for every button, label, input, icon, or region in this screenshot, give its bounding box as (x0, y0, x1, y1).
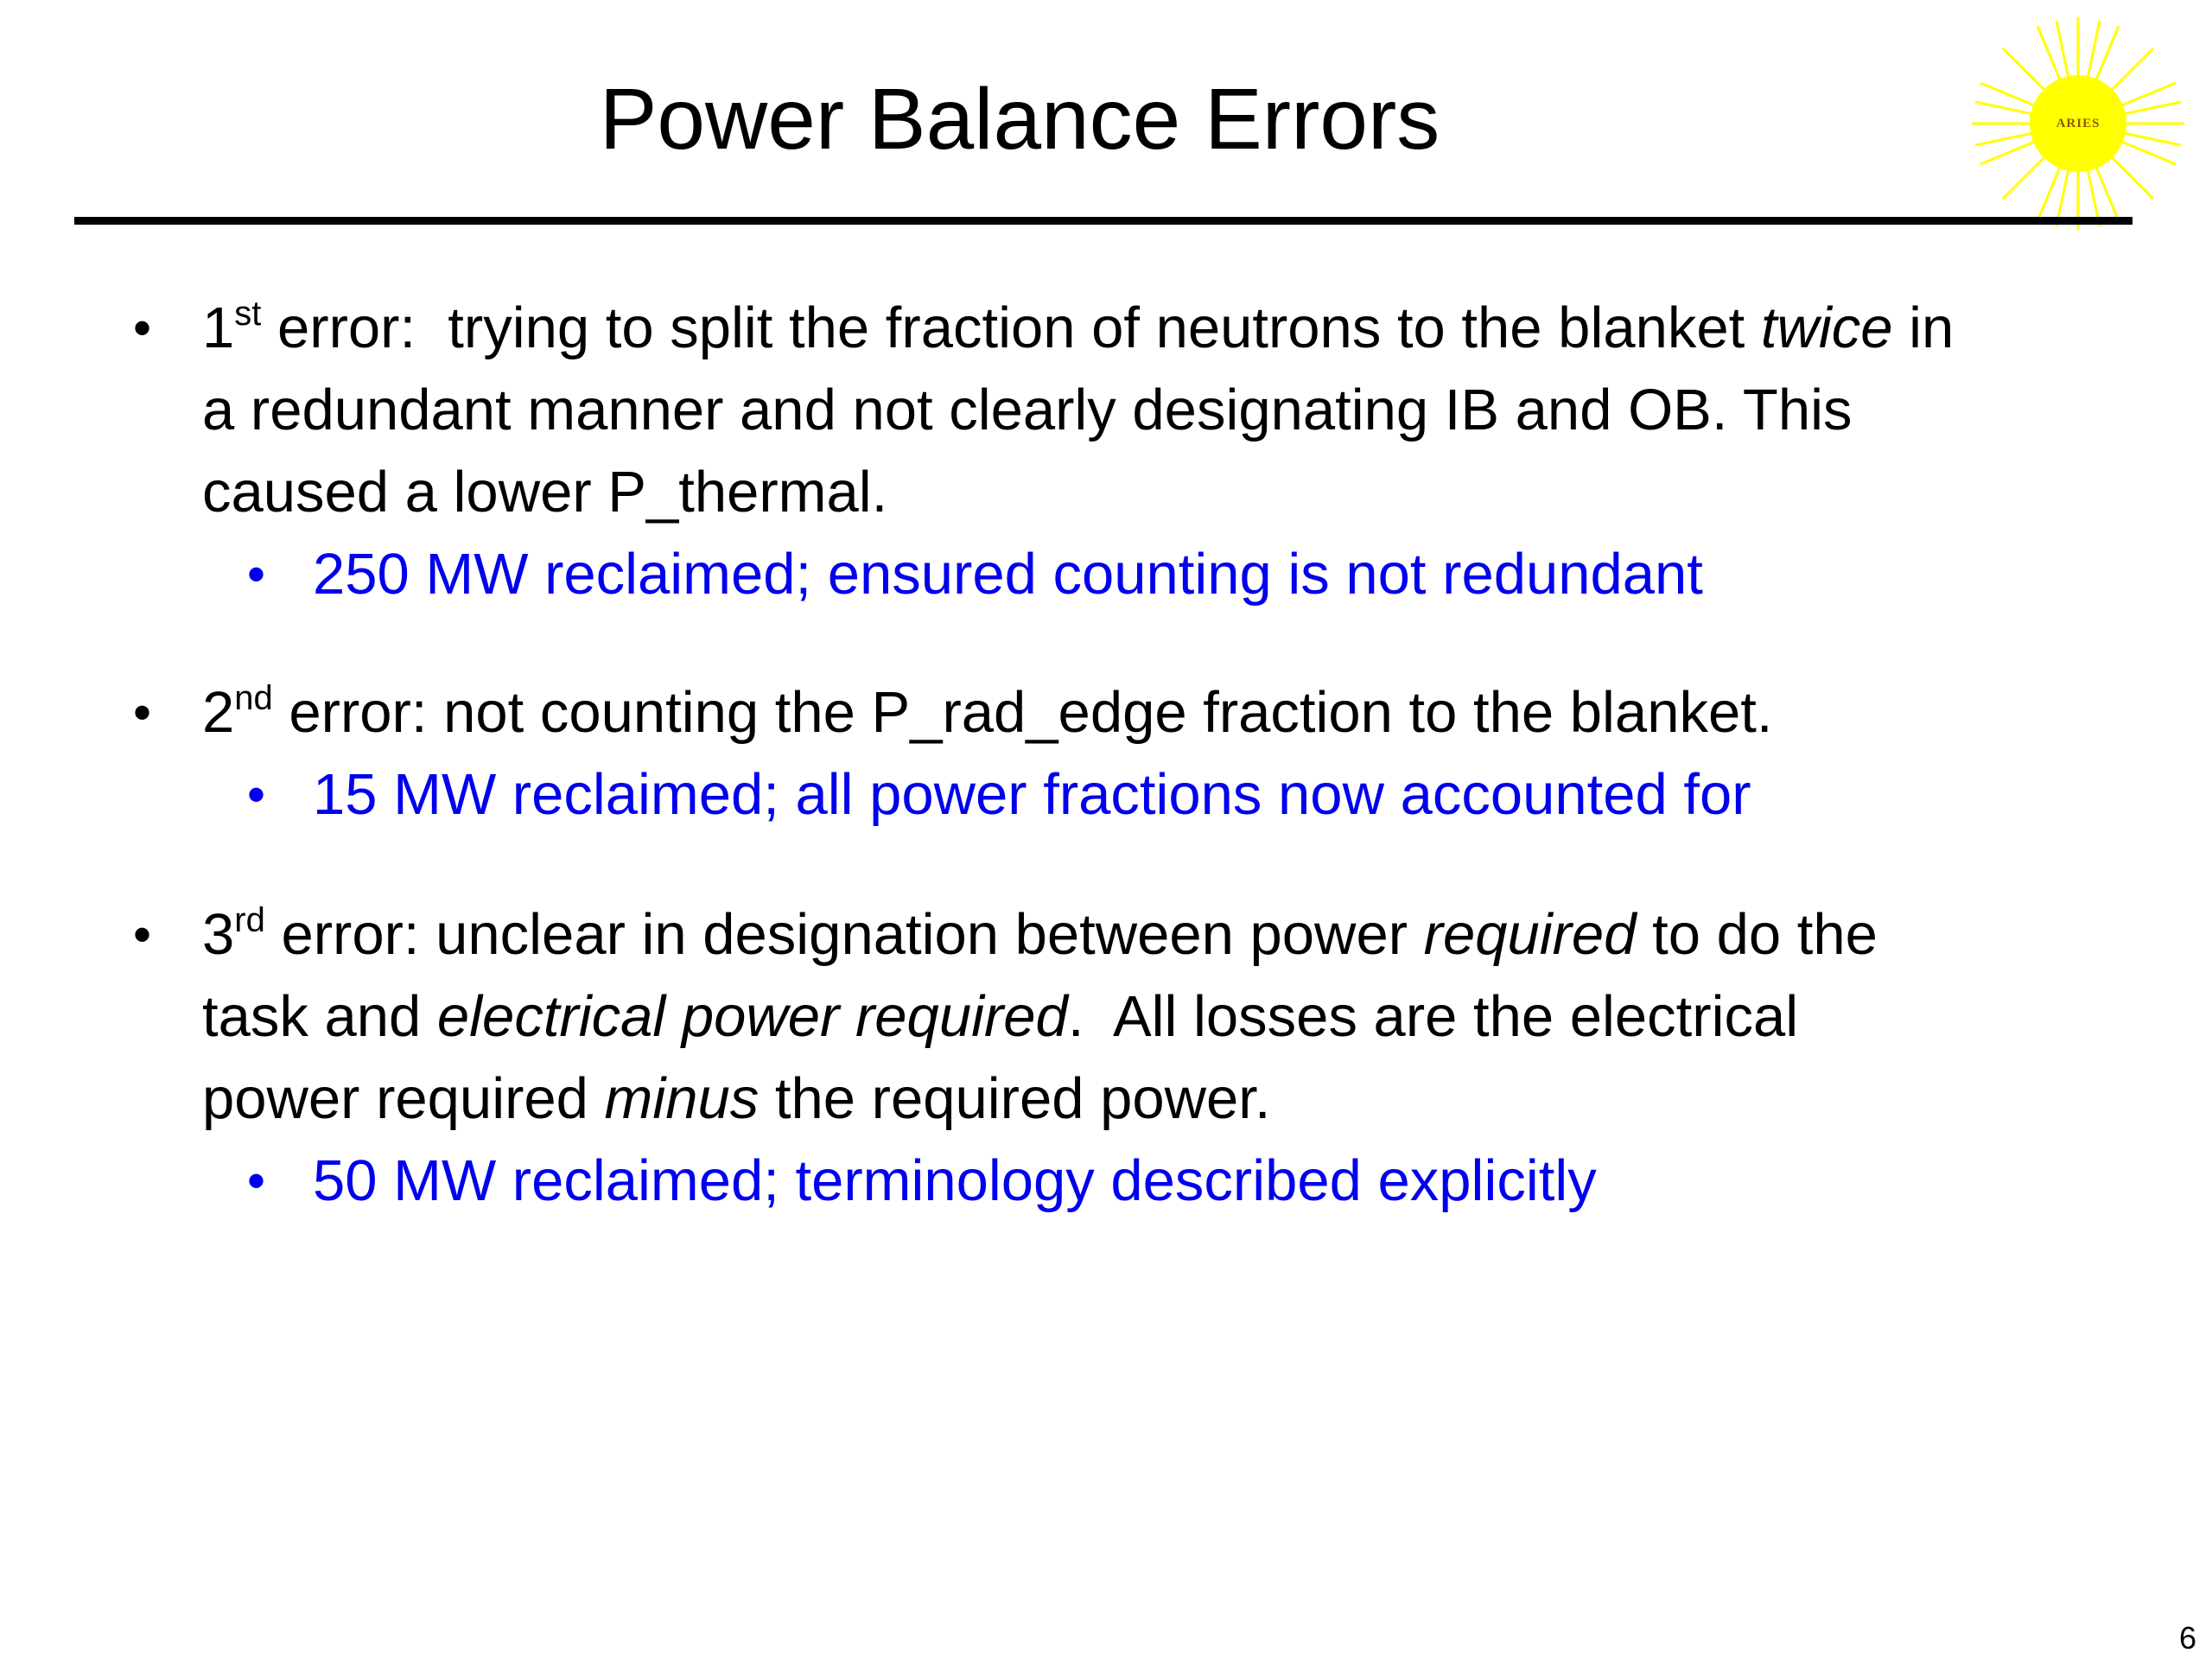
ordinal-number: 2 (202, 680, 235, 745)
title-divider (74, 217, 2133, 225)
emphasis-text: minus (604, 1066, 760, 1131)
sub-bullet-text: 15 MW reclaimed; all power fractions now accounted for (313, 762, 1751, 827)
bullet-text-line (202, 982, 1798, 1052)
bullet-text-line: caused a lower P_thermal. (202, 460, 888, 524)
bullet-marker: • (133, 299, 152, 357)
text-run: error: trying to split the fraction of neutrons to the blanket (261, 296, 1761, 360)
ordinal-number: 3 (202, 902, 235, 967)
ordinal-suffix: nd (234, 679, 273, 717)
text-run: task and (202, 984, 437, 1049)
text-run: error: unclear in designation between power (264, 902, 1424, 967)
text-run: to do the (1636, 902, 1878, 967)
ordinal-number: 1 (202, 296, 235, 360)
text-run: . All losses are the electrical (1067, 984, 1799, 1049)
sub-bullet-marker: • (247, 766, 266, 823)
bullet-text-line (202, 678, 1772, 755)
ordinal-suffix: st (234, 295, 262, 333)
bullet-marker: • (133, 683, 152, 741)
logo-text: ARIES (2056, 117, 2101, 130)
slide-title: Power Balance Errors (599, 71, 1440, 168)
text-run: error: not counting the P_rad_edge fraction to the blanket. (272, 680, 1773, 745)
ordinal-suffix: rd (234, 901, 265, 939)
text-run: power required (202, 1066, 605, 1131)
text-run: in (1892, 296, 1955, 360)
aries-sun-logo (1970, 16, 2186, 232)
page-number: 6 (2178, 1620, 2196, 1656)
text-run: the required power. (759, 1066, 1271, 1131)
bullet-text-line: a redundant manner and not clearly designating IB and OB. This (202, 378, 1853, 442)
emphasis-text: electrical power required (436, 984, 1068, 1049)
bullet-text-line (202, 294, 1954, 371)
sub-bullet-text: 250 MW reclaimed; ensured counting is not redundant (313, 542, 1703, 607)
sub-bullet-marker: • (247, 1152, 266, 1210)
emphasis-text: required (1423, 902, 1637, 967)
sub-bullet-marker: • (247, 545, 266, 603)
emphasis-text: twice (1760, 296, 1893, 360)
bullet-text-line (202, 1065, 1271, 1134)
sub-bullet-text: 50 MW reclaimed; terminology described explicitly (313, 1148, 1597, 1213)
bullet-marker: • (133, 906, 152, 963)
bullet-text-line (202, 900, 1878, 977)
